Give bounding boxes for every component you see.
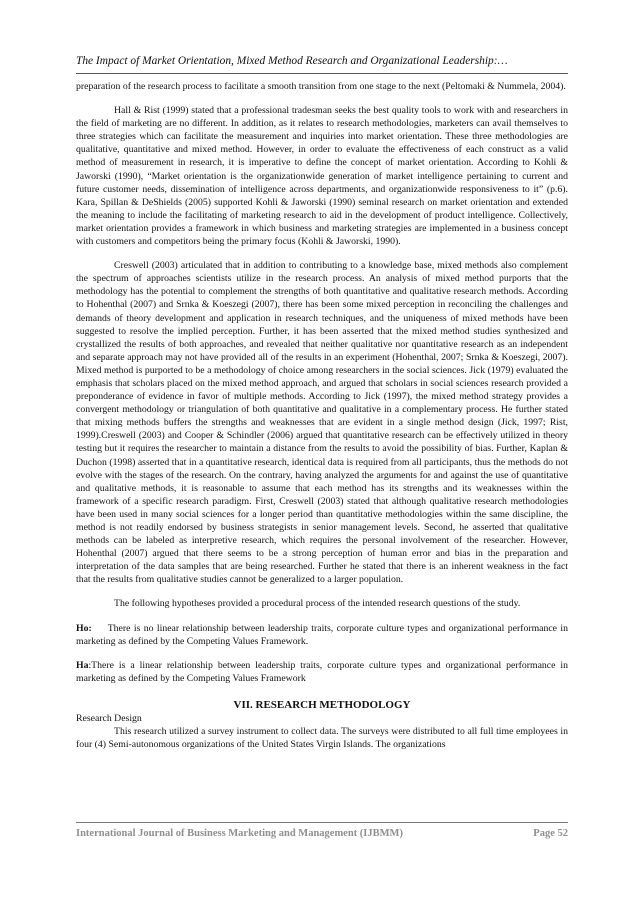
paragraph-research-design: This research utilized a survey instrument to collect data. The surveys were distributed to all full time employees in four (4) Semi-autonomous organizations of the United States Virgin Islands. The organizations (76, 726, 568, 751)
paragraph-hypotheses-intro: The following hypotheses provided a procedural process of the intended research questions of the study. (114, 598, 521, 610)
running-header: The Impact of Market Orientation, Mixed Method Research and Organizational Leadership:… (76, 55, 508, 67)
alternative-hypothesis-label: Ha (76, 659, 89, 671)
section-heading: VII. RESEARCH METHODOLOGY (233, 698, 411, 711)
paragraph-mixed-methods: Creswell (2003) articulated that in addition to contributing to a knowledge base, mixed methods also complement the spectrum of approaches scientists utilize in the research process. An analysis of mixed method purports that the methodology has the potential to complement the strengths of both quantitative and qualitative research methods. According to Hohenthal (2007) and Srnka & Koeszegi (2007), there has been some mixed perception in reconciling the challenges and demands of theory development and application in research techniques, and the uniqueness of mixed methods have been suggested to resolve the implied perception. Further, it has been asserted that the mixed method studies synthesized and crystallized the results of both approaches, and revealed that neither qualitative nor quantitative research as an independent and separate approach may not have provided all of the results in an experiment (Hohenthal, 2007; Srnka & Koeszegi, 2007). Mixed method is purported to be a methodology of choice among researchers in the social sciences. Jick (1979) evaluated the emphasis that scholars placed on the mixed method approach, and argued that scholars in social sciences research provided a preponderance of evidence in favor of multiple methods. According to Jick (1997), the mixed method strategy provides a convergent methodology or triangulation of both quantitative and qualitative in a complementary process. He further stated that mixing methods buffers the strengths and weaknesses that are evident in a single method design (Jick, 1997; Rist, 1999).Creswell (2003) and Cooper & Schindler (2006) argued that quantitative research can be effectively utilized in theory testing but it requires the researcher to maintain a distance from the results to avoid the possibility of bias. Further, Kaplan & Duchon (1998) asserted that in a quantitative research, identical data is required from all participants, thus the methods do not evolve with the stages of the research. On the contrary, having analyzed the arguments for and against the use of quantitative and qualitative methods, it is reasonable to assume that each method has its strengths and its weaknesses within the framework of a specific research paradigm. First, Creswell (2003) stated that although qualitative research methodologies have been used in many social sciences for a longer period than quantitative methodologies within the same discipline, the method is not readily endorsed by business strategists in senior management levels. Second, he asserted that qualitative methods can be labeled as interpretive research, which requires the personal involvement of the researcher. However, Hohenthal (2007) argued that there seems to be a strong perception of human error and bias in the preparation and interpretation of the data samples that are being researched. Further he stated that there is an inherent weakness in the fact that the results from qualitative studies cannot be generalized to a larger population. (76, 260, 568, 586)
header-divider (76, 73, 568, 74)
alternative-hypothesis (76, 659, 568, 685)
subheading-research-design: Research Design (76, 712, 142, 724)
null-hypothesis-text: There is no linear relationship between leadership traits, corporate culture types and organizational performance in marketing as defined by the Competing Values Framework. (76, 622, 568, 647)
paragraph-continued: preparation of the research process to facilitate a smooth transition from one stage to the next (Peltomaki & Nummela, 2004). (76, 81, 566, 92)
body-text (76, 80, 568, 751)
footer-divider (76, 822, 568, 823)
null-hypothesis (76, 622, 568, 648)
page-footer (76, 828, 568, 839)
journal-name: International Journal of Business Marketing and Management (IJBMM) (76, 828, 403, 839)
paragraph-market-orientation: Hall & Rist (1999) stated that a professional tradesman seeks the best quality tools to work with and researchers in the field of marketing are no different. In addition, as it relates to research methodologies, marketers can avail themselves to three strategies which can facilitate the measurement and inquiries into market orientation. These three methodologies are qualitative, quantitative and mixed method. However, in order to evaluate the effectiveness of each construct as a valid method of measurement in research, it is imperative to define the concept of market orientation. According to Kohli & Jaworski (1990), “Market orientation is the organizationwide generation of market intelligence pertaining to current and future customer needs, dissemination of intelligence across departments, and organizationwide responsiveness to it” (p.6). Kara, Spillan & DeShields (2005) supported Kohli & Jaworski (1990) seminal research on market orientation and extended the meaning to include the facilitating of marketing research to aid in the development of product intelligence. Collectively, market orientation provides a framework in which business and marketing strategies are implemented in a business concept with customers and competitors being the primary focus (Kohli & Jaworski, 1990). (76, 105, 568, 248)
page-number: Page 52 (533, 828, 568, 839)
null-hypothesis-label: Ho: (76, 622, 92, 634)
alternative-hypothesis-text: :There is a linear relationship between leadership traits, corporate culture types and organizational performance in marketing as defined by the Competing Values Framework (76, 659, 568, 684)
